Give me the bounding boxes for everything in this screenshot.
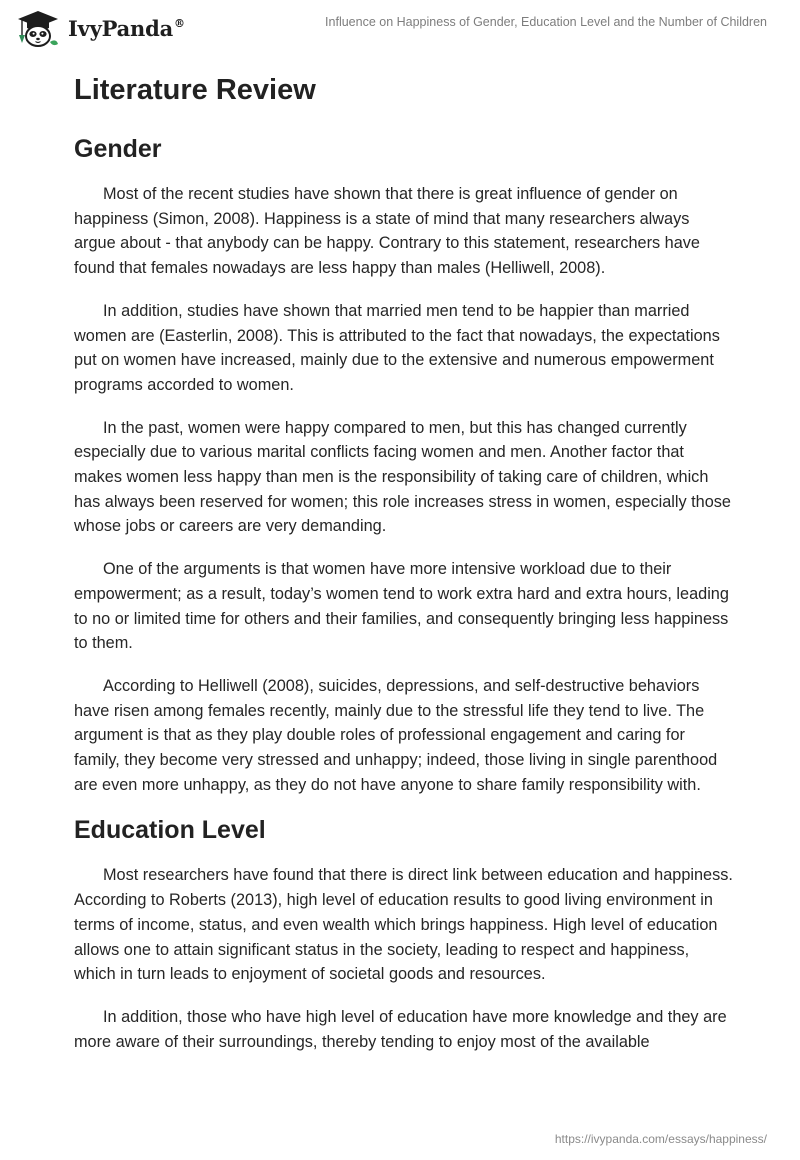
section-heading-gender: Gender xyxy=(74,135,162,163)
paragraph: According to Helliwell (2008), suicides, depressions, and self-destructive behaviors have risen among females recently, mainly due to the stressful life they tend to live. The argument is that as they play double roles of professional engagement and caring for family, they become very stressed and unhappy; indeed, those living in single parenthood are even more unhappy, as they do not have anyone to share family responsibility with. xyxy=(74,676,718,794)
brand-logo[interactable] xyxy=(14,8,185,48)
article-body xyxy=(74,70,734,1054)
brand-name: IvyPanda® xyxy=(68,15,185,41)
document-title: Influence on Happiness of Gender, Education Level and the Number of Children xyxy=(325,15,767,29)
section-heading-education-level: Education Level xyxy=(74,816,266,845)
source-url[interactable]: https://ivypanda.com/essays/happiness/ xyxy=(554,1132,767,1146)
paragraph: In addition, those who have high level of education have more knowledge and they are more aware of their surroundings, thereby tending to enjoy most of the available xyxy=(74,1007,727,1051)
page-header xyxy=(0,0,800,50)
paragraph: Most of the recent studies have shown that there is great influence of gender on happiness (Simon, 2008). Happiness is a state of mind that many researchers always argue about - that anybody can be happy. Contrary to this statement, researchers have found that females nowadays are less happy than males (Helliwell, 2008). xyxy=(74,185,700,278)
paragraph: In the past, women were happy compared to men, but this has changed currently especially due to various marital conflicts facing women and men. Another factor that makes women less happy than men is the responsibility of taking care of children, which has always been reserved for women; this role increases stress in women, especially those whose jobs or careers are very demanding. xyxy=(74,418,731,536)
paragraph: In addition, studies have shown that married men tend to be happier than married women are (Easterlin, 2008). This is attributed to the fact that nowadays, the expectations put on women have increased, mainly due to the extensive and numerous empowerment programs accorded to women. xyxy=(74,301,720,394)
panda-graduation-cap-icon xyxy=(14,8,62,48)
page-title: Literature Review xyxy=(74,74,316,106)
paragraph: One of the arguments is that women have more intensive workload due to their empowerment; as a result, today’s women tend to work extra hard and extra hours, leading to no or limited time for others and their families, and consequently bringing less happiness to them. xyxy=(74,560,729,653)
paragraph: Most researchers have found that there is direct link between education and happiness. According to Roberts (2013), high level of education results to good living environment in terms of income, status, and even wealth which brings happiness. High level of education allows one to attain significant status in the society, leading to respect and happiness, which in turn leads to enjoyment of societal goods and resources. xyxy=(74,866,733,984)
